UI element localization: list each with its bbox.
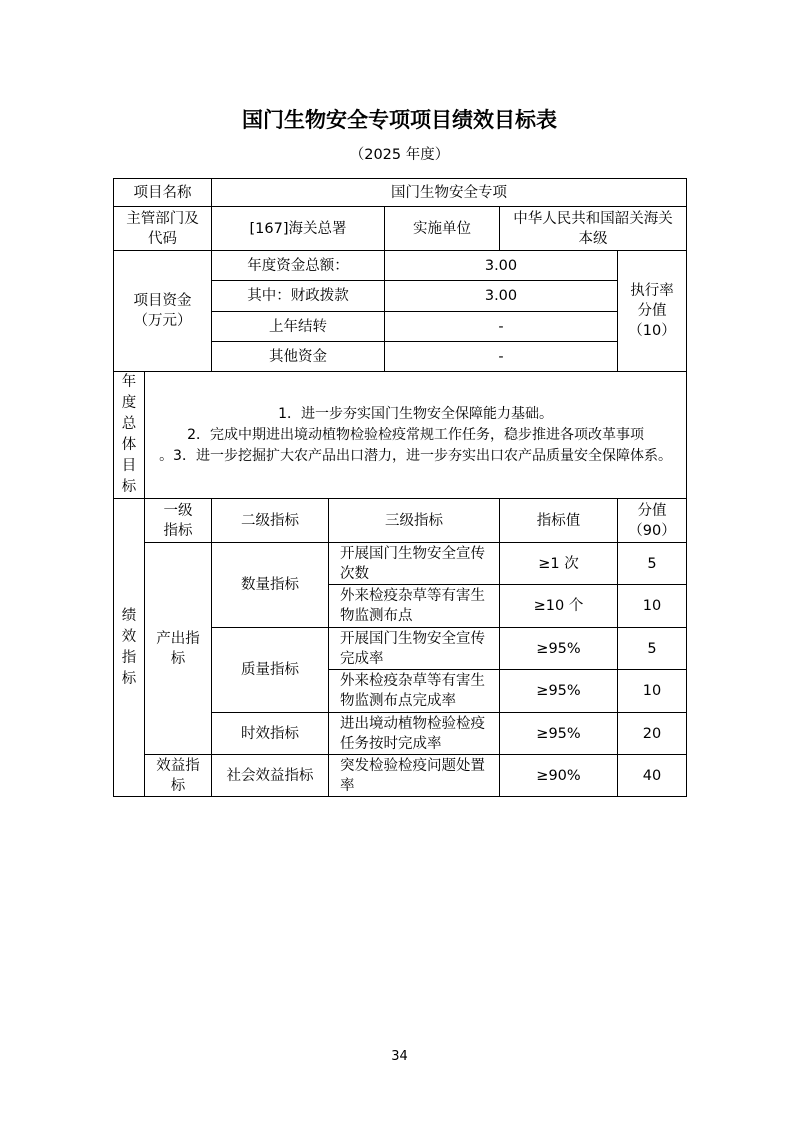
level2-label: 数量指标 [212,543,329,628]
goal-line: 。3．进一步挖掘扩大农产品出口潜力，进一步夯实出口农产品质量安全保障体系。 [159,447,672,464]
level1-cell [145,543,212,755]
document-title: 国门生物安全专项项目绩效目标表 [242,108,557,132]
level2-label: 质量指标 [212,628,329,713]
level3-label: 进出境动植物检验检疫任务按时完成率 [340,715,486,752]
level3-label: 开展国门生物安全宣传次数 [340,545,486,582]
indicator-value: ≥95% [500,670,618,713]
indicator-value: ≥95% [500,713,618,755]
header-score: 分值（90） [628,502,676,539]
goal-label-cell [114,372,145,499]
department-label-cell [114,207,212,251]
performance-target-table [113,178,687,797]
performance-label-cell [114,499,145,797]
goal-line: 1．进一步夯实国门生物安全保障能力基础。 [278,405,553,422]
funds-item-label: 上年结转 [212,312,385,342]
performance-header-row [114,499,687,543]
header-level1: 一级指标 [163,502,193,539]
unit-label: 实施单位 [385,207,500,251]
funds-score-cell [618,251,687,372]
header-level1-cell [145,499,212,543]
level3-cell [329,713,500,755]
unit-value: 中华人民共和国韶关海关本级 [513,210,673,247]
unit-value-cell [500,207,687,251]
goal-line: 2．完成中期进出境动植物检验检疫常规工作任务，稳步推进各项改革事项 [187,426,644,443]
indicator-score: 20 [618,713,687,755]
header-score-cell [618,499,687,543]
goal-text-cell [145,372,687,499]
department-label: 主管部门及代码 [126,210,199,247]
header-value: 指标值 [500,499,618,543]
goal-row [114,372,687,499]
department-value: [167]海关总署 [212,207,385,251]
funds-item-value: 3.00 [385,251,618,281]
indicator-value: ≥90% [500,755,618,797]
level3-label: 开展国门生物安全宣传完成率 [340,630,486,667]
funds-item-label: 年度资金总额： [212,251,385,281]
indicator-score: 5 [618,543,687,585]
level3-label: 突发检验检疫问题处置率 [340,757,486,794]
level3-cell [329,585,500,628]
project-name-value: 国门生物安全专项 [212,179,687,207]
level1-cell [145,755,212,797]
department-row [114,207,687,251]
funds-score-label: 执行率分值（10） [628,283,676,339]
document-subtitle: （2025 年度） [349,147,450,163]
header-level3: 三级指标 [329,499,500,543]
funds-label-cell [114,251,212,372]
funds-label: 项目资金（万元） [133,293,192,329]
level3-label: 外来检疫杂草等有害生物监测布点 [340,588,486,624]
level3-cell [329,670,500,713]
performance-label: 绩效指标 [121,607,137,687]
header-level2: 二级指标 [212,499,329,543]
level3-cell [329,628,500,670]
level1-label: 产出指标 [156,630,200,667]
page-number: 34 [391,1049,408,1064]
level3-cell [329,543,500,585]
project-name-row [114,179,687,207]
indicator-value: ≥1 次 [500,543,618,585]
project-name-label: 项目名称 [114,179,212,207]
indicator-row [114,543,687,585]
funds-item-value: - [385,342,618,372]
indicator-row [114,755,687,797]
funds-item-value: 3.00 [385,281,618,312]
indicator-score: 40 [618,755,687,797]
indicator-score: 10 [618,585,687,628]
indicator-score: 5 [618,628,687,670]
level2-label: 时效指标 [212,713,329,755]
level3-cell [329,755,500,797]
funds-item-value: - [385,312,618,342]
indicator-score: 10 [618,670,687,713]
funds-item-label: 其他资金 [212,342,385,372]
indicator-value: ≥95% [500,628,618,670]
funds-item-label: 其中：财政拨款 [212,281,385,312]
level2-label: 社会效益指标 [212,755,329,797]
level1-label: 效益指标 [156,757,200,794]
level3-label: 外来检疫杂草等有害生物监测布点完成率 [340,673,486,709]
indicator-value: ≥10 个 [500,585,618,628]
goal-label: 年度总体目标 [121,374,137,495]
funds-row [114,251,687,281]
